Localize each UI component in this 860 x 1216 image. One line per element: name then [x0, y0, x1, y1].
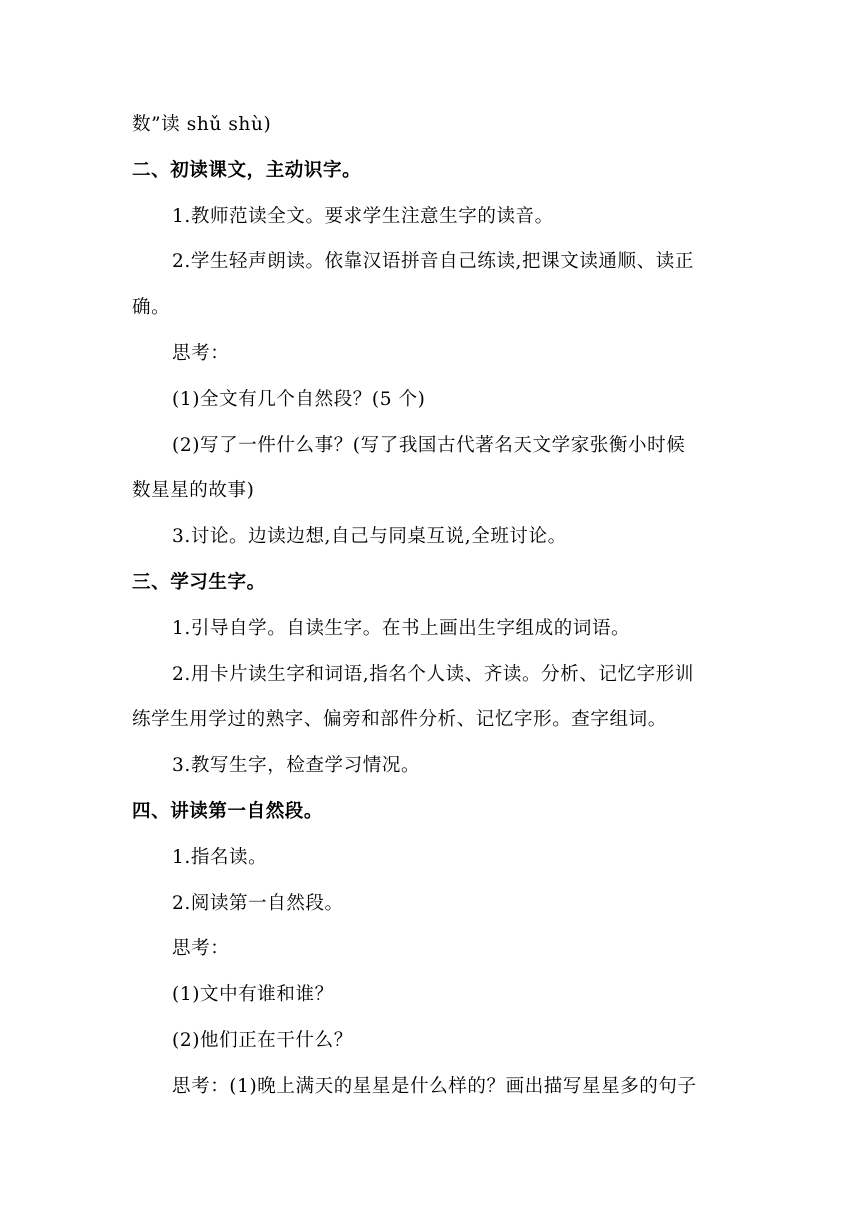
list-item-write: 3.教写生字，检查学习情况。	[172, 755, 421, 777]
text-line-continuation: 数星星的故事)	[132, 480, 255, 502]
question-story: (2)写了一件什么事？(写了我国古代著名天文学家张衡小时候	[172, 434, 686, 456]
list-item-students-read: 2.学生轻声朗读。依靠汉语拼音自己练读,把课文读通顺、读正	[172, 251, 694, 273]
question-doing-what: (2)他们正在干什么？	[172, 1029, 353, 1051]
list-item-discussion: 3.讨论。边读边想,自己与同桌互说,全班讨论。	[172, 526, 567, 548]
list-item-teacher-reads: 1.教师范读全文。要求学生注意生字的读音。	[172, 205, 554, 227]
section-heading-2: 二、初读课文，主动识字。	[132, 159, 362, 181]
think-label: 思考：	[172, 938, 230, 960]
list-item-cards: 2.用卡片读生字和词语,指名个人读、齐读。分析、记忆字形训	[172, 663, 694, 685]
text-line-continuation: 确。	[132, 297, 171, 319]
document-page	[132, 110, 732, 1118]
list-item-named-reading: 1.指名读。	[172, 846, 268, 868]
text-line-continuation: 数”读 shǔ shù)	[132, 114, 272, 135]
text-line-continuation: 练学生用学过的熟字、偏旁和部件分析、记忆字形。查字组词。	[132, 709, 667, 731]
question-who: (1)文中有谁和谁？	[172, 984, 334, 1006]
think-label: 思考：	[172, 342, 230, 364]
list-item-self-study: 1.引导自学。自读生字。在书上画出生字组成的词语。	[172, 617, 631, 639]
question-paragraph-count: (1)全文有几个自然段？(5 个)	[172, 388, 426, 410]
question-stars: 思考：(1)晚上满天的星星是什么样的？画出描写星星多的句子	[172, 1075, 697, 1097]
list-item-read-paragraph: 2.阅读第一自然段。	[172, 892, 344, 914]
section-heading-3: 三、学习生字。	[132, 571, 266, 593]
section-heading-4: 四、讲读第一自然段。	[132, 800, 324, 822]
